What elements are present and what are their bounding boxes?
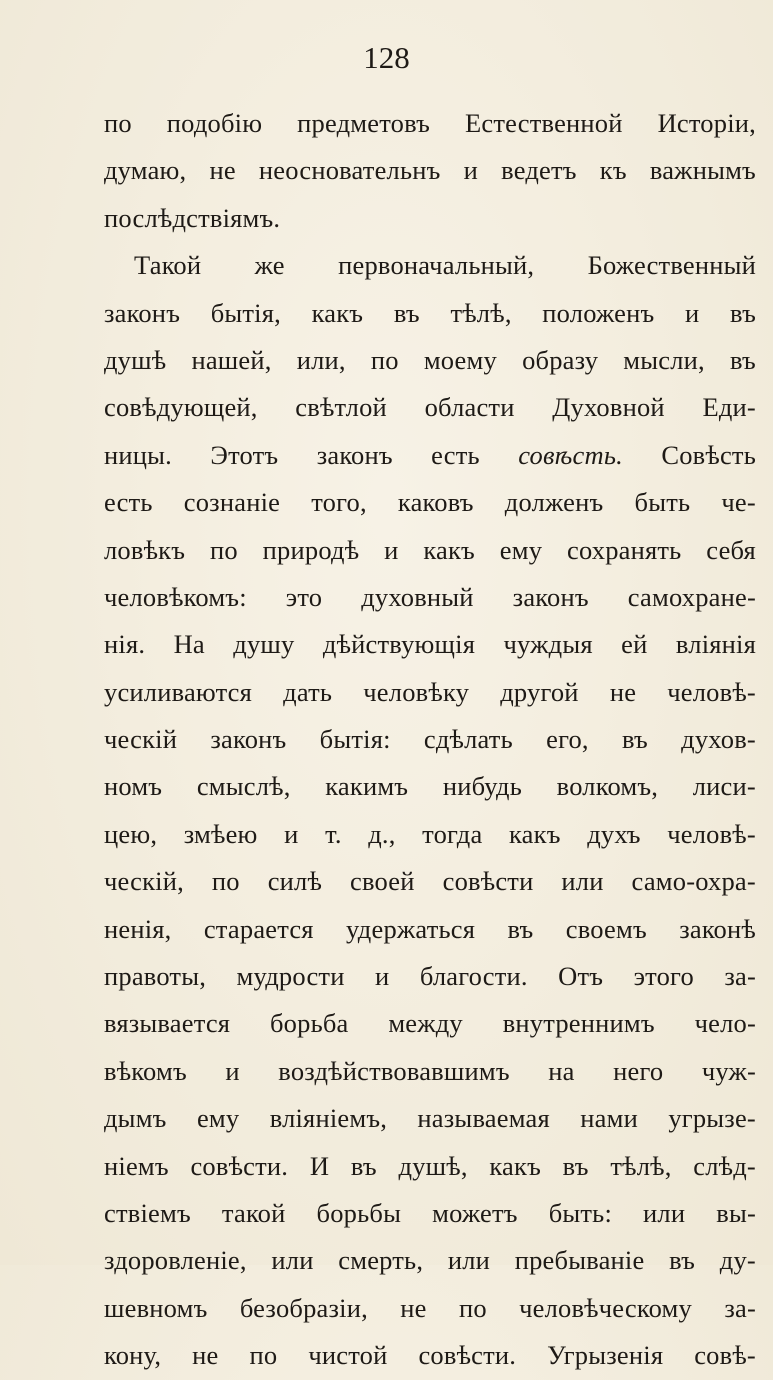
word: своемъ <box>565 913 647 944</box>
word: какъ <box>311 297 364 328</box>
word: дымъ <box>104 1103 167 1134</box>
word: въ <box>350 1150 377 1181</box>
word: нашей, <box>191 344 272 375</box>
word: змѣею <box>183 818 258 849</box>
text-line <box>104 1285 756 1332</box>
word: Угрызенія <box>547 1340 664 1371</box>
word: въ <box>730 344 756 375</box>
word: по <box>458 1292 487 1323</box>
word: въ <box>669 1245 696 1276</box>
word: ему <box>499 534 543 565</box>
word: кону, <box>104 1340 162 1371</box>
word: ей <box>621 629 648 660</box>
word: бытія, <box>210 297 281 328</box>
text-line <box>104 811 756 858</box>
word: Естественной <box>465 108 623 138</box>
word: человѣческому <box>519 1292 692 1323</box>
text-line <box>104 1048 756 1095</box>
word: духов- <box>681 724 756 755</box>
word: и <box>463 155 479 186</box>
word: номъ <box>104 771 163 802</box>
word: воздѣйствовавшимъ <box>278 1055 510 1086</box>
word: пребываніе <box>514 1245 645 1276</box>
word: Исторіи, <box>657 108 756 138</box>
page-number: 128 <box>363 40 410 75</box>
word: области <box>424 392 515 423</box>
word: не <box>609 676 637 707</box>
text-line <box>104 384 756 431</box>
word: какъ <box>509 818 561 849</box>
word: того, <box>311 487 367 518</box>
word: чуж- <box>701 1055 756 1086</box>
word: быть: <box>548 1197 613 1228</box>
text-line <box>104 1095 756 1142</box>
text-line <box>104 337 756 384</box>
word: ему <box>196 1103 240 1134</box>
word: ду- <box>719 1245 756 1276</box>
word: этого <box>633 961 694 992</box>
word: совѣсть. <box>518 439 623 470</box>
word: не <box>400 1292 427 1323</box>
word: какъ <box>423 534 475 565</box>
word: человѣку <box>363 676 470 707</box>
text-line <box>104 1237 756 1284</box>
word: ловѣкъ <box>104 534 186 565</box>
word: на <box>548 1055 575 1086</box>
word: человѣкомъ: <box>104 581 247 612</box>
word: какъ <box>489 1150 541 1181</box>
word: законъ <box>210 724 287 755</box>
word: духовный <box>361 581 474 612</box>
word: цею, <box>104 818 158 849</box>
word: ческій, <box>104 866 184 897</box>
word: т. <box>325 818 342 849</box>
word: своей <box>350 866 415 897</box>
word: мудрости <box>236 961 345 992</box>
word: силѣ <box>267 866 323 897</box>
word: старается <box>203 913 314 944</box>
word: законъ <box>316 439 393 470</box>
word: смерть, <box>338 1245 424 1276</box>
word: дать <box>283 676 333 707</box>
text-line <box>104 763 756 810</box>
word: безобразіи, <box>239 1292 368 1323</box>
word: внутреннимъ <box>502 1008 655 1039</box>
word: по <box>249 1340 278 1371</box>
text-line <box>104 621 756 668</box>
word: положенъ <box>542 297 655 328</box>
word: въ <box>621 724 648 755</box>
word: и <box>225 1055 240 1086</box>
word: законъ <box>104 297 181 328</box>
text-line <box>104 716 756 763</box>
word: называемая <box>417 1103 550 1134</box>
word: само-охра- <box>631 866 756 897</box>
text-line <box>104 195 756 242</box>
word: здоровленіе, <box>104 1245 247 1276</box>
word: какимъ <box>325 771 409 802</box>
word: или <box>561 866 604 897</box>
word: свѣтлой <box>295 392 387 423</box>
word: и <box>375 961 390 992</box>
word: ницы. <box>104 439 172 470</box>
body-text <box>104 100 756 1380</box>
word: вѣкомъ <box>104 1055 187 1086</box>
word: человѣ- <box>667 818 756 849</box>
word: душу <box>233 629 295 660</box>
text-line <box>104 479 756 526</box>
word: долженъ <box>504 487 604 518</box>
word: или <box>447 1245 491 1276</box>
text-line <box>104 953 756 1000</box>
text-line <box>104 290 756 337</box>
word: сохранять <box>567 534 682 565</box>
word: въ <box>562 1150 589 1181</box>
word: Совѣсть <box>661 439 756 470</box>
word: благости. <box>419 961 528 992</box>
text-line <box>104 1332 756 1379</box>
word: Отъ <box>558 961 604 992</box>
word: его, <box>546 724 589 755</box>
word: или <box>643 1197 686 1228</box>
text-line <box>104 1190 756 1237</box>
word: борьба <box>269 1008 349 1039</box>
word: законѣ <box>679 913 756 944</box>
word: совѣсти <box>442 866 534 897</box>
word: между <box>388 1008 463 1039</box>
word: себя <box>706 534 756 565</box>
word: Этотъ <box>210 439 279 470</box>
word: и <box>685 297 700 328</box>
word: нія. <box>104 629 146 660</box>
word: Божественный <box>587 250 756 281</box>
word: можетъ <box>432 1197 518 1228</box>
text-line <box>104 242 756 289</box>
word: и <box>284 818 299 849</box>
word: же <box>254 250 285 281</box>
word: усиливаются <box>104 676 253 707</box>
text-line <box>104 432 756 479</box>
word: вязывается <box>104 1008 231 1039</box>
word: сознаніе <box>183 487 281 518</box>
word: вы- <box>716 1197 756 1228</box>
text-line <box>104 100 756 147</box>
word: не <box>192 1340 219 1371</box>
word: На <box>173 629 205 660</box>
word: смыслѣ, <box>196 771 291 802</box>
word: ніемъ <box>104 1150 169 1181</box>
word: или, <box>296 344 346 375</box>
word: че- <box>721 487 756 518</box>
word: или <box>271 1245 314 1276</box>
word: чуждыя <box>503 629 593 660</box>
word: въ <box>730 297 756 328</box>
word: совѣсти. <box>418 1340 517 1371</box>
word: неосновательнъ <box>258 155 441 186</box>
word: это <box>285 581 323 612</box>
text-line <box>104 574 756 621</box>
word: него <box>613 1055 664 1086</box>
word: предметовъ <box>297 108 431 138</box>
word: вліянія <box>675 629 756 660</box>
word: тогда <box>422 818 483 849</box>
word: слѣд- <box>693 1150 756 1181</box>
word: вліяніемъ, <box>269 1103 388 1134</box>
word: Такой <box>134 250 202 281</box>
word: угрызе- <box>668 1103 756 1134</box>
word: важнымъ <box>649 155 756 186</box>
word: совѣ- <box>694 1340 756 1371</box>
word: за- <box>724 961 756 992</box>
word: совѣсти. <box>190 1150 289 1181</box>
text-line <box>104 147 756 194</box>
word: чело- <box>694 1008 756 1039</box>
word: нами <box>580 1103 638 1134</box>
word: совѣдующей, <box>104 392 258 423</box>
word: и <box>384 534 399 565</box>
word: быть <box>634 487 691 518</box>
word: по <box>209 534 238 565</box>
word: моему <box>423 344 497 375</box>
word: ненія, <box>104 913 172 944</box>
word: природѣ <box>262 534 360 565</box>
word: въ <box>507 913 534 944</box>
text-line <box>104 669 756 716</box>
word: д., <box>368 818 396 849</box>
word: такой <box>221 1197 286 1228</box>
word: есть <box>431 439 480 470</box>
word: тѣлѣ, <box>610 1150 672 1181</box>
word: ствіемъ <box>104 1197 191 1228</box>
word: лиси- <box>692 771 756 802</box>
word: дѣйствующія <box>322 629 476 660</box>
word: правоты, <box>104 961 207 992</box>
word: сдѣлать <box>423 724 513 755</box>
word: борьбы <box>316 1197 402 1228</box>
word: душѣ <box>104 344 167 375</box>
word: думаю, <box>104 155 187 186</box>
word: не <box>209 155 236 186</box>
word: самохране- <box>627 581 756 612</box>
word: нибудь <box>442 771 523 802</box>
word: удержаться <box>346 913 476 944</box>
word: тѣлѣ, <box>450 297 512 328</box>
word: по <box>211 866 240 897</box>
word: И <box>309 1150 330 1181</box>
word: Духовной <box>552 392 665 423</box>
text-line <box>104 858 756 905</box>
word: по <box>370 344 399 375</box>
word: за- <box>724 1292 756 1323</box>
word: послѣдствіямъ. <box>104 202 281 233</box>
word: подобію <box>166 108 263 138</box>
word: душѣ, <box>398 1150 468 1181</box>
word: волкомъ, <box>556 771 659 802</box>
word: ведетъ <box>501 155 577 186</box>
word: шевномъ <box>104 1292 208 1323</box>
word: есть <box>104 487 153 518</box>
word: чистой <box>308 1340 388 1371</box>
word: бытія: <box>319 724 391 755</box>
word: человѣ- <box>667 676 756 707</box>
word: другой <box>500 676 579 707</box>
text-line <box>104 527 756 574</box>
text-line <box>104 1000 756 1047</box>
text-line <box>104 1143 756 1190</box>
word: въ <box>393 297 420 328</box>
word: мысли, <box>623 344 705 375</box>
word: первоначальный, <box>338 250 535 281</box>
word: законъ <box>512 581 589 612</box>
word: каковъ <box>397 487 474 518</box>
word: духъ <box>587 818 641 849</box>
word: къ <box>599 155 627 186</box>
word: образу <box>522 344 599 375</box>
word: ческій <box>104 724 178 755</box>
word: Еди- <box>702 392 756 423</box>
text-line <box>104 906 756 953</box>
word: по <box>104 108 132 138</box>
